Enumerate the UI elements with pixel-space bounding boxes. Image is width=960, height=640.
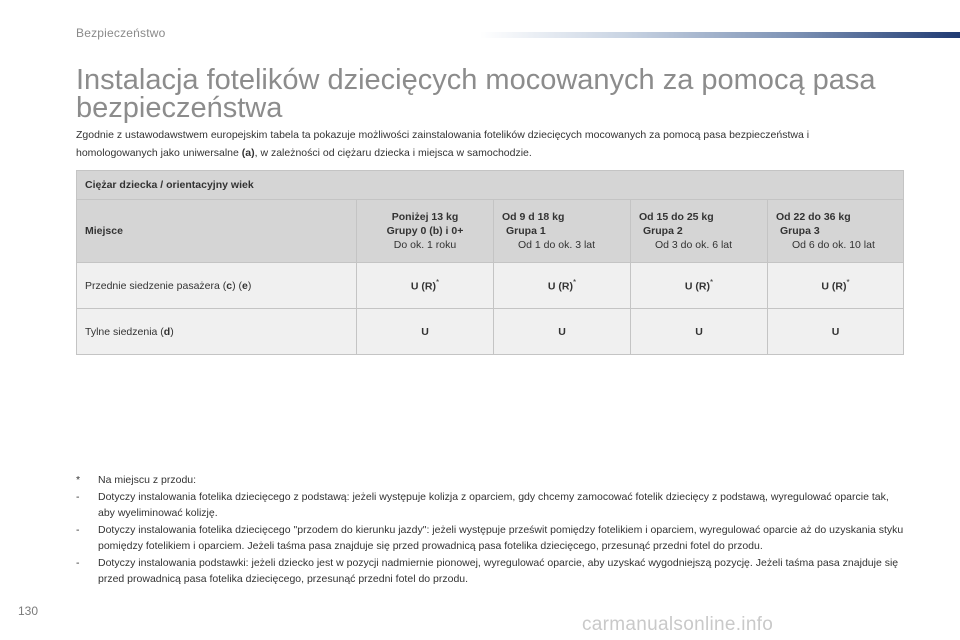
note-text: Dotyczy instalowania fotelika dziecięcego "przodem do kierunku jazdy": jeżeli występuje prześwit pomiędzy fotelikiem i oparciem, wyregulować oparcie aż do uzyskania styku pomiędzy fotelikiem i oparciem. Jeżeli taśma pasa znajduje się przed prowadnicą pasa fotelika dziecięcego, przesunąć przedni fotel do przodu. [98,523,904,552]
group-age: Od 1 do ok. 3 lat [518,239,596,251]
value-cell: U [768,309,904,355]
watermark: carmanualsonline.info [582,614,774,635]
place-header: Miejsce [77,200,357,263]
table-row [77,263,904,309]
table-title: Ciężar dziecka / orientacyjny wiek [77,171,904,200]
place-text: ) ( [232,279,243,292]
footnotes [76,472,906,588]
group-name: Grupa 1 [506,225,546,237]
footnote-star-row [76,472,906,489]
value-cell [768,263,904,309]
value-cell [631,263,768,309]
group-name: Grupy 0 (b) i 0+ [386,225,464,237]
place-ref: e [242,279,248,292]
place-ref: d [163,325,171,338]
dash-bullet: - [76,523,80,536]
intro-text-after: , w zależności od ciężaru dziecka i miejsca w samochodzie. [254,147,532,159]
group-header-0 [357,200,494,263]
footnote-marker: * [435,278,440,288]
value-text: U (R) [821,280,847,293]
group-weight: Od 9 d 18 kg [502,211,565,223]
child-seat-table [76,170,904,355]
section-label: Bezpieczeństwo [76,26,166,40]
place-text: Tylne siedzenia ( [85,325,164,338]
intro-ref-a: (a) [241,147,255,159]
footnote-marker: * [572,278,577,288]
value-text: U (R) [410,280,436,293]
table-row [77,309,904,355]
page-title: Instalacja fotelików dziecięcych mocowanych za pomocą pasa bezpieczeństwa [76,64,876,124]
footnote-star: * [76,474,81,486]
footnote-marker: * [846,278,850,288]
page-number: 130 [18,604,39,618]
list-item [76,522,906,555]
value-text: U (R) [684,280,710,293]
intro-text-before: Zgodnie z ustawodawstwem europejskim tabela ta pokazuje możliwości zainstalowania fotelików dziecięcych mocowanych za pomocą pasa bezpieczeństwa i homologowanych jako uniwersalne [76,129,810,159]
place-cell [77,309,357,355]
table-header-row [77,200,904,263]
group-name: Grupa 3 [780,225,820,237]
value-cell [494,263,631,309]
group-header-2 [631,200,768,263]
value-cell: U [494,309,631,355]
value-cell [357,263,494,309]
place-text: ) [247,279,252,292]
list-item [76,555,906,588]
footnote-star-text: Na miejscu z przodu: [98,474,197,486]
note-text: Dotyczy instalowania fotelika dziecięcego z podstawą: jeżeli występuje kolizja z oparciem, gdy chcemy zamocować fotelik dziecięcy z podstawą, wyregulować oparcie tak, aby wyeliminować kolizję. [98,490,889,519]
place-text: ) [170,325,174,338]
intro-paragraph [76,126,886,162]
group-name: Grupa 2 [643,225,683,237]
group-weight: Od 22 do 36 kg [776,211,851,223]
footnote-marker: * [709,278,714,288]
value-cell: U [357,309,494,355]
list-item [76,489,906,522]
group-header-3 [768,200,904,263]
group-weight: Poniżej 13 kg [391,211,459,223]
dash-bullet: - [76,556,80,569]
group-weight: Od 15 do 25 kg [639,211,714,223]
place-cell [77,263,357,309]
group-age: Do ok. 1 roku [393,239,457,251]
place-ref: c [226,279,233,292]
value-cell: U [631,309,768,355]
place-text: Przednie siedzenie pasażera ( [85,279,227,292]
group-age: Od 6 do ok. 10 lat [792,239,875,251]
table-title-row [77,171,904,200]
header-gradient-bar [480,32,960,38]
group-age: Od 3 do ok. 6 lat [655,239,733,251]
note-text: Dotyczy instalowania podstawki: jeżeli dziecko jest w pozycji nadmiernie pionowej, wyregulować oparcie, aby uzyskać wygodniejszą pozycję. Jeżeli taśma pasa znajduje się przed prowadnicą pasa fotelika dziecięcego, przesunąć przedni fotel do przodu. [98,556,899,585]
dash-bullet: - [76,490,80,503]
group-header-1 [494,200,631,263]
value-text: U (R) [547,280,573,293]
